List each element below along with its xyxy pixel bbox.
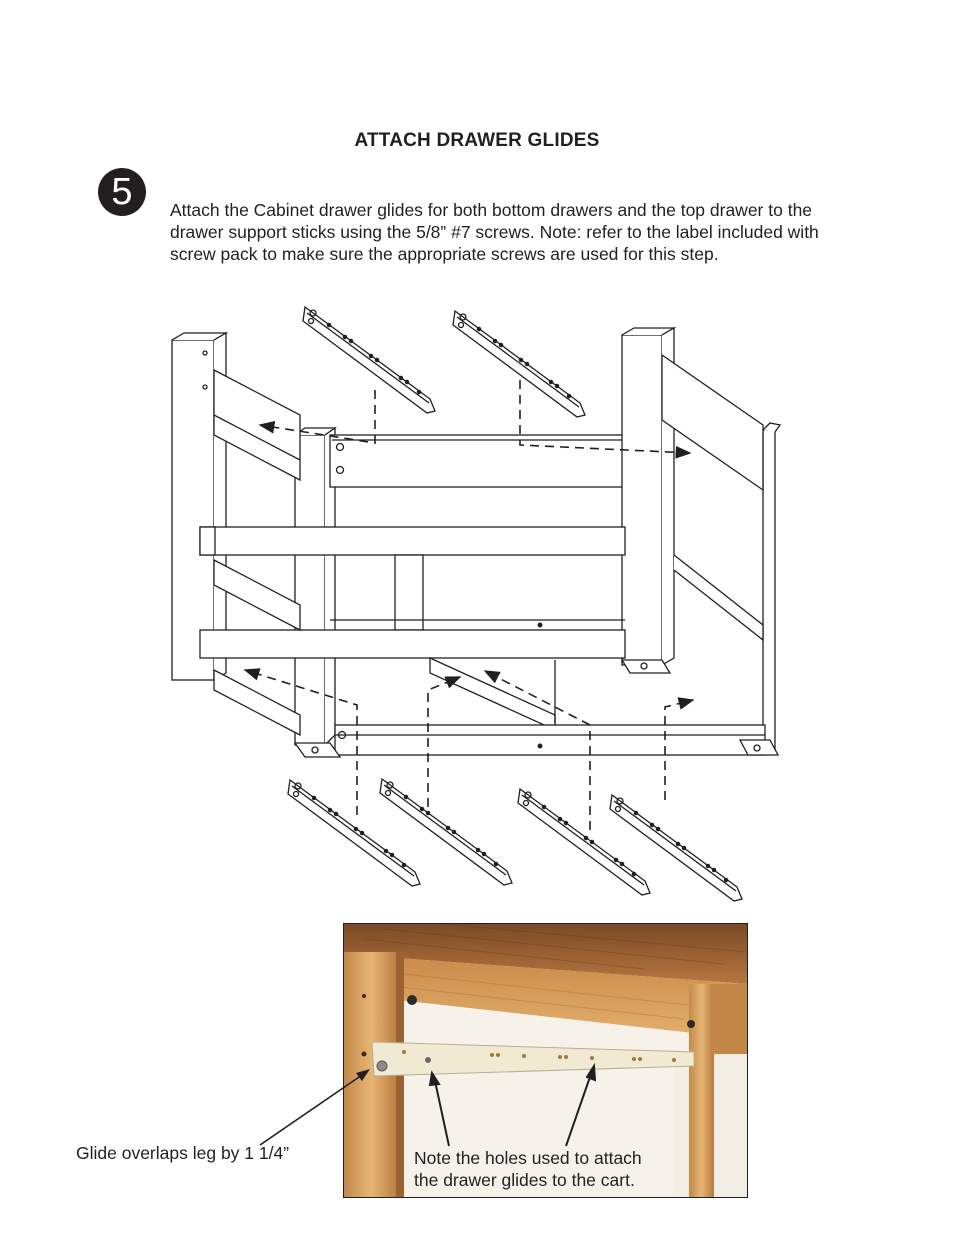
middle-front-rail — [200, 527, 625, 555]
instruction-line-3: screw pack to make sure the appropriate screws are used for this step. — [170, 244, 719, 264]
leg-overlap-note: Glide overlaps leg by 1 1/4” — [76, 1143, 290, 1163]
bottom-back-rail — [335, 725, 765, 755]
step-instructions — [170, 199, 870, 265]
photo-caption — [414, 1147, 744, 1191]
foot-right-front — [622, 660, 670, 673]
page-title: ATTACH DRAWER GLIDES — [354, 130, 600, 151]
right-rear-leg — [763, 423, 780, 750]
glide-top-right — [453, 311, 585, 417]
photo-caption-line-2: the drawer glides to the cart. — [414, 1170, 635, 1190]
step-number-badge: 5 — [98, 168, 146, 216]
instruction-line-2: drawer support sticks using the 5/8” #7 screws. Note: refer to the label included with — [170, 222, 819, 242]
glide-photo — [343, 923, 748, 1198]
left-lower-rail — [214, 560, 300, 630]
glide-top-left — [303, 307, 435, 413]
left-upper-rail — [214, 370, 300, 480]
left-rear-leg — [295, 428, 335, 745]
assembly-diagram — [160, 295, 790, 905]
glide-bottom-3 — [518, 789, 650, 895]
right-upper-rail — [662, 355, 763, 490]
leg-overlap-leader-arrow — [250, 1055, 380, 1155]
instruction-line-1: Attach the Cabinet drawer glides for both bottom drawers and the top drawer to the — [170, 200, 813, 220]
photo-caption-line-1: Note the holes used to attach — [414, 1148, 642, 1168]
center-divider — [395, 555, 423, 630]
center-lower-rail — [430, 658, 555, 730]
